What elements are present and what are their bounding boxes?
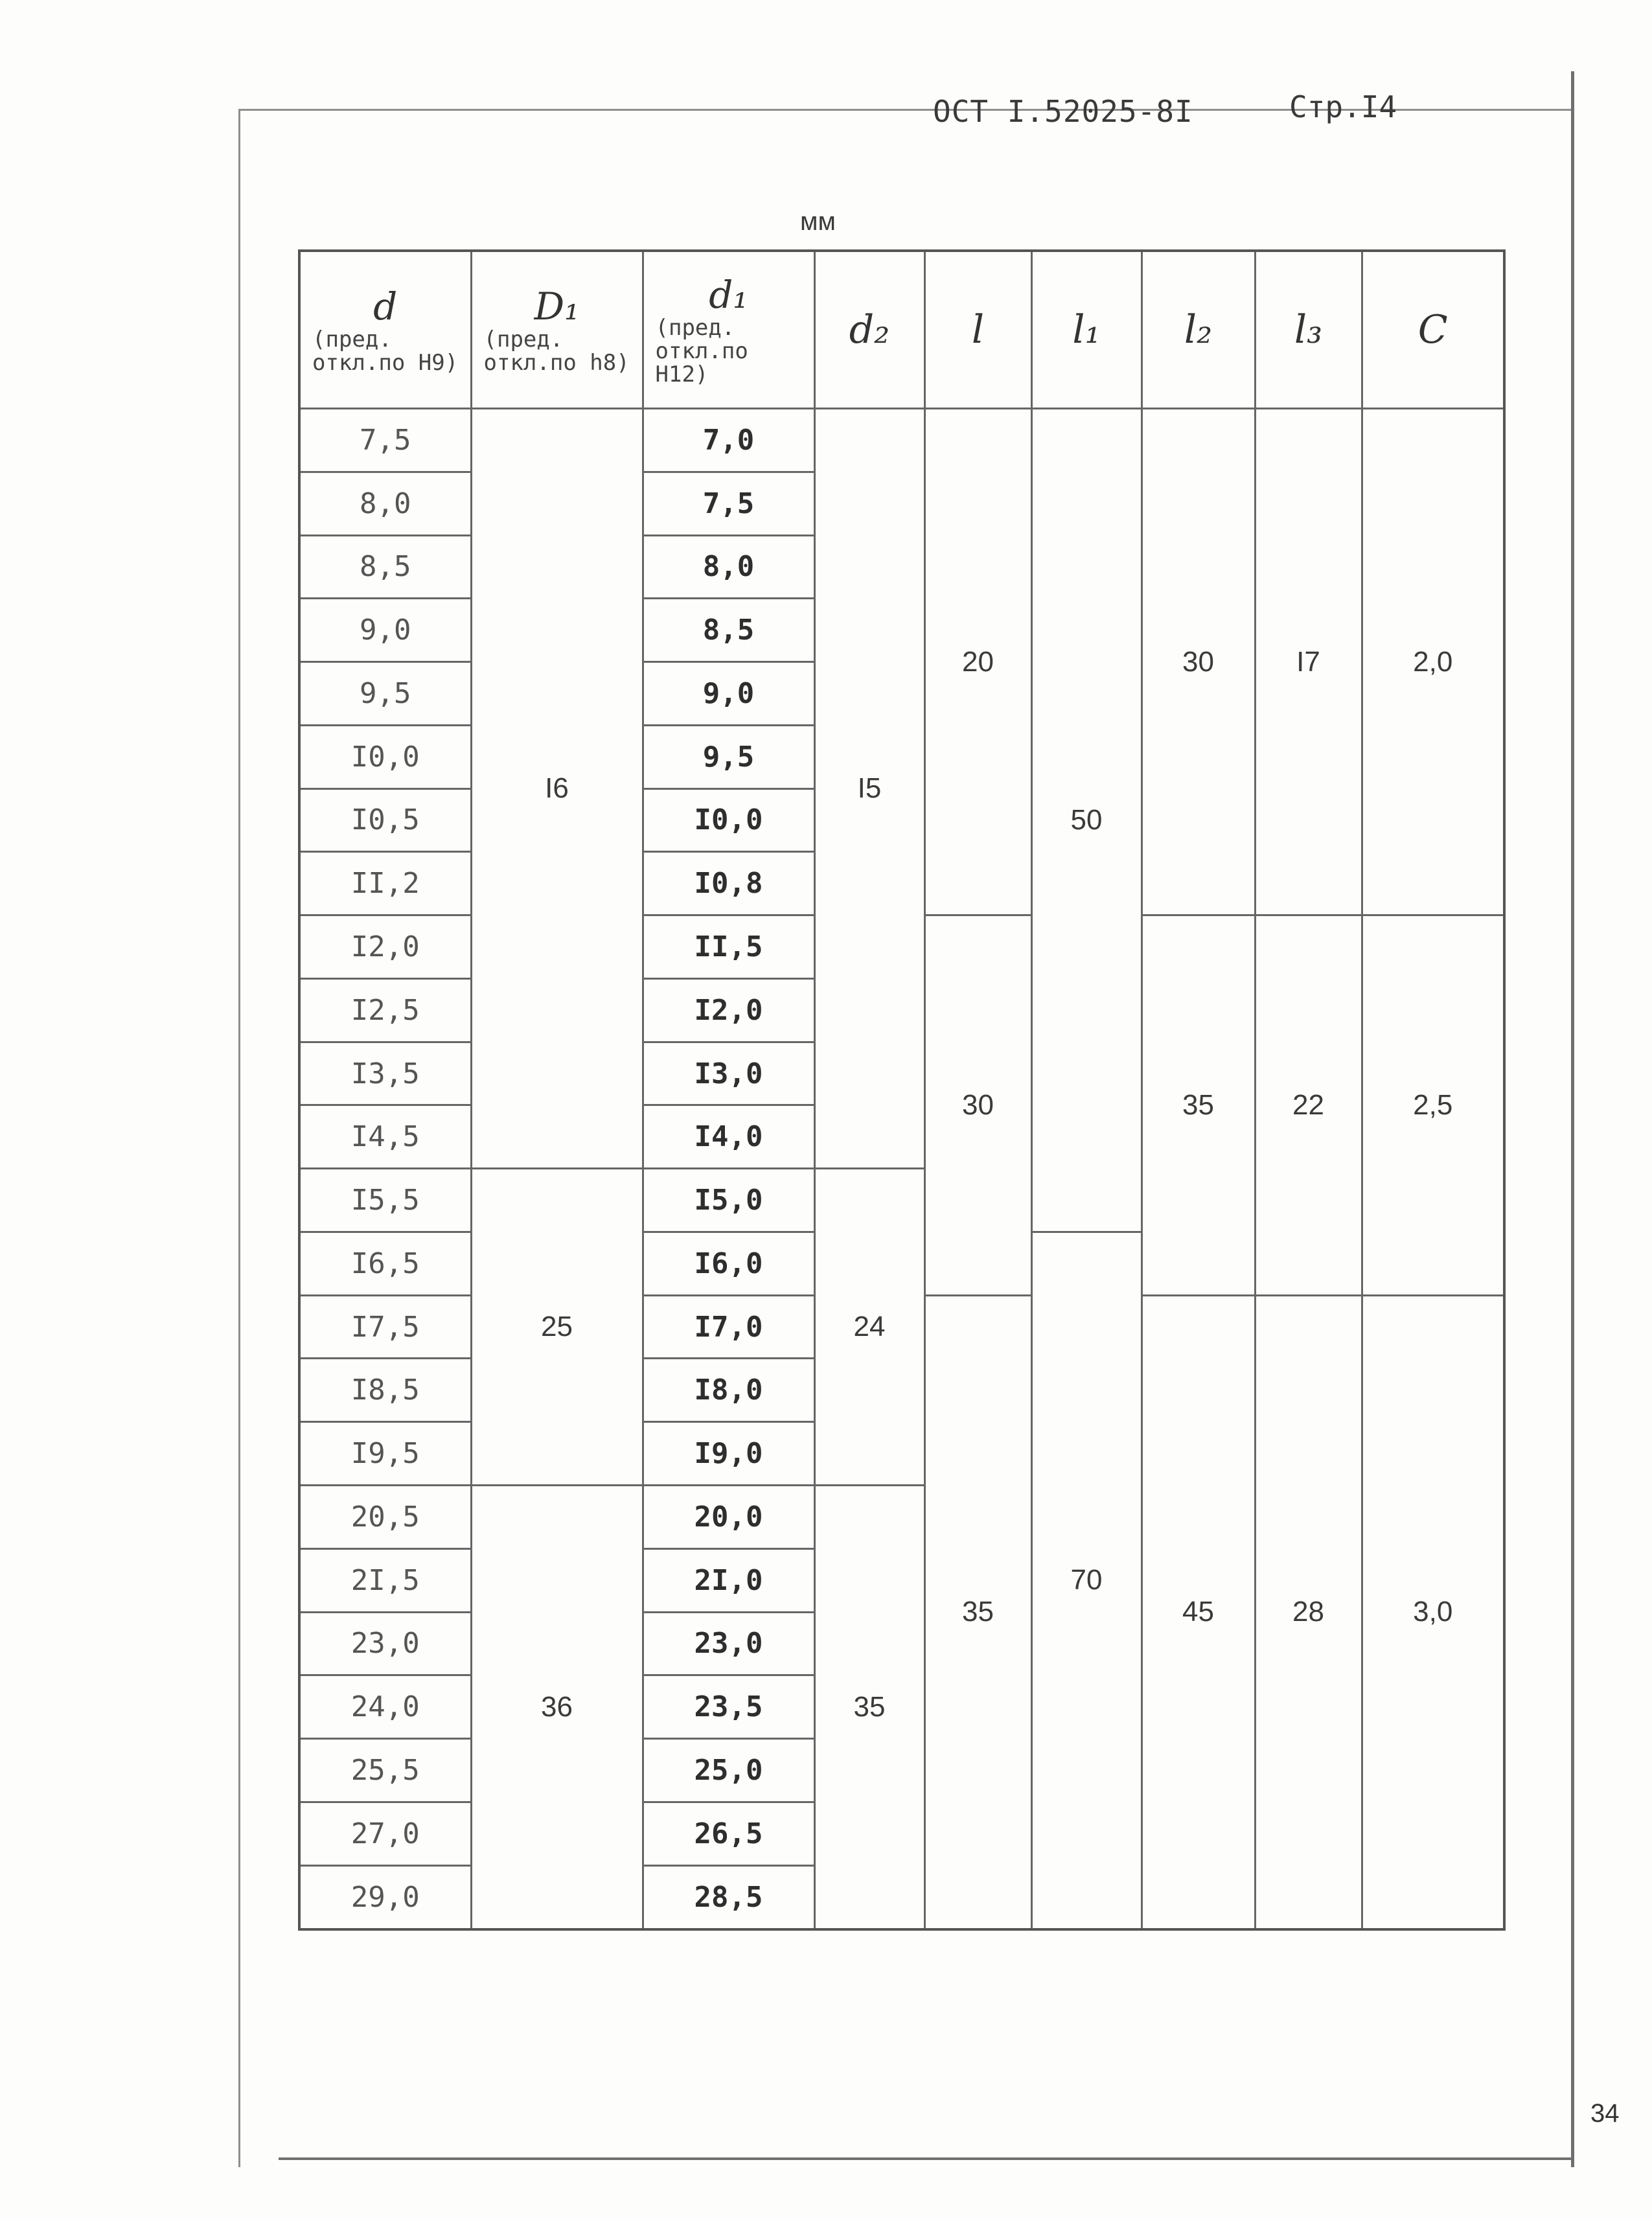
cell-d2: 24 bbox=[814, 1169, 924, 1486]
cell-c: 2,5 bbox=[1362, 915, 1504, 1296]
cell-d1: I8,0 bbox=[643, 1359, 814, 1422]
cell-d1: 20,0 bbox=[643, 1486, 814, 1549]
header-l3: l₃ bbox=[1255, 251, 1362, 409]
cell-d: 8,0 bbox=[299, 472, 471, 535]
cell-d: 9,0 bbox=[299, 599, 471, 662]
cell-d: 27,0 bbox=[299, 1802, 471, 1865]
cell-l3: I7 bbox=[1255, 409, 1362, 915]
cell-d: 2I,5 bbox=[299, 1548, 471, 1612]
page-number: 34 bbox=[1590, 2099, 1620, 2128]
cell-d: 20,5 bbox=[299, 1486, 471, 1549]
cell-d1: 9,5 bbox=[643, 725, 814, 788]
cell-l: 35 bbox=[924, 1295, 1031, 1929]
cell-D1: I6 bbox=[471, 409, 643, 1169]
cell-d1: I5,0 bbox=[643, 1169, 814, 1232]
header-l: l bbox=[924, 251, 1031, 409]
cell-d1: I0,8 bbox=[643, 852, 814, 915]
cell-l2: 30 bbox=[1141, 409, 1255, 915]
cell-d: 29,0 bbox=[299, 1865, 471, 1929]
cell-l2: 35 bbox=[1141, 915, 1255, 1296]
page-label: Стр.I4 bbox=[1289, 89, 1397, 124]
document-number: ОСТ I.52025-8I bbox=[933, 94, 1193, 129]
header-d1-tolerance: (пред. откл.по Н12) bbox=[655, 315, 748, 387]
cell-d1: 26,5 bbox=[643, 1802, 814, 1865]
cell-d: I8,5 bbox=[299, 1359, 471, 1422]
cell-d: I7,5 bbox=[299, 1295, 471, 1359]
table-row bbox=[299, 409, 1504, 472]
cell-d1: I0,0 bbox=[643, 788, 814, 852]
cell-d: I0,0 bbox=[299, 725, 471, 788]
header-c: C bbox=[1362, 251, 1504, 409]
cell-d1: I4,0 bbox=[643, 1105, 814, 1169]
cell-d: I6,5 bbox=[299, 1232, 471, 1295]
cell-d: I0,5 bbox=[299, 788, 471, 852]
cell-d1: 28,5 bbox=[643, 1865, 814, 1929]
cell-d1: 8,5 bbox=[643, 599, 814, 662]
cell-d: 25,5 bbox=[299, 1739, 471, 1802]
unit-label: мм bbox=[800, 207, 836, 236]
header-D1-tolerance: (пред. откл.по h8) bbox=[483, 327, 630, 376]
header-d-symbol: d bbox=[373, 284, 398, 328]
cell-d1: II,5 bbox=[643, 915, 814, 979]
cell-c: 2,0 bbox=[1362, 409, 1504, 915]
cell-d1: 23,5 bbox=[643, 1675, 814, 1739]
header-D1-symbol: D₁ bbox=[534, 284, 580, 328]
cell-d: 9,5 bbox=[299, 662, 471, 726]
cell-d1: I9,0 bbox=[643, 1422, 814, 1486]
cell-d: II,2 bbox=[299, 852, 471, 915]
cell-d1: I6,0 bbox=[643, 1232, 814, 1295]
border-right bbox=[1571, 71, 1574, 2167]
cell-c: 3,0 bbox=[1362, 1295, 1504, 1929]
cell-d2: 35 bbox=[814, 1486, 924, 1929]
cell-d1: 2I,0 bbox=[643, 1548, 814, 1612]
dimensions-table bbox=[298, 249, 1506, 1931]
cell-d: I2,0 bbox=[299, 915, 471, 979]
cell-d: I2,5 bbox=[299, 978, 471, 1042]
cell-l1: 70 bbox=[1031, 1232, 1141, 1929]
cell-d: 24,0 bbox=[299, 1675, 471, 1739]
cell-d1: 25,0 bbox=[643, 1739, 814, 1802]
cell-d: 7,5 bbox=[299, 409, 471, 472]
header-d2: d₂ bbox=[814, 251, 924, 409]
cell-l: 30 bbox=[924, 915, 1031, 1296]
cell-d1: 7,0 bbox=[643, 409, 814, 472]
cell-d: I4,5 bbox=[299, 1105, 471, 1169]
cell-d1: 8,0 bbox=[643, 535, 814, 599]
header-d1 bbox=[643, 251, 814, 409]
cell-d: 8,5 bbox=[299, 535, 471, 599]
header-D1 bbox=[471, 251, 643, 409]
table-header-row bbox=[299, 251, 1504, 409]
header-d bbox=[299, 251, 471, 409]
cell-d1: 23,0 bbox=[643, 1612, 814, 1675]
header-d1-symbol: d₁ bbox=[709, 273, 748, 317]
cell-d2: I5 bbox=[814, 409, 924, 1169]
table-body bbox=[299, 409, 1504, 1930]
cell-d: I3,5 bbox=[299, 1042, 471, 1105]
cell-d1: I2,0 bbox=[643, 978, 814, 1042]
cell-d: I5,5 bbox=[299, 1169, 471, 1232]
cell-D1: 25 bbox=[471, 1169, 643, 1486]
border-left bbox=[238, 110, 240, 2167]
header-l2: l₂ bbox=[1141, 251, 1255, 409]
cell-l: 20 bbox=[924, 409, 1031, 915]
cell-d1: 7,5 bbox=[643, 472, 814, 535]
cell-d1: I7,0 bbox=[643, 1295, 814, 1359]
cell-l2: 45 bbox=[1141, 1295, 1255, 1929]
cell-d1: 9,0 bbox=[643, 662, 814, 726]
header-l1: l₁ bbox=[1031, 251, 1141, 409]
cell-d1: I3,0 bbox=[643, 1042, 814, 1105]
cell-l3: 28 bbox=[1255, 1295, 1362, 1929]
cell-D1: 36 bbox=[471, 1486, 643, 1929]
border-bottom bbox=[279, 2157, 1574, 2160]
cell-d: I9,5 bbox=[299, 1422, 471, 1486]
header-d-tolerance: (пред. откл.по Н9) bbox=[312, 327, 459, 376]
cell-d: 23,0 bbox=[299, 1612, 471, 1675]
cell-l1: 50 bbox=[1031, 409, 1141, 1232]
cell-l3: 22 bbox=[1255, 915, 1362, 1296]
